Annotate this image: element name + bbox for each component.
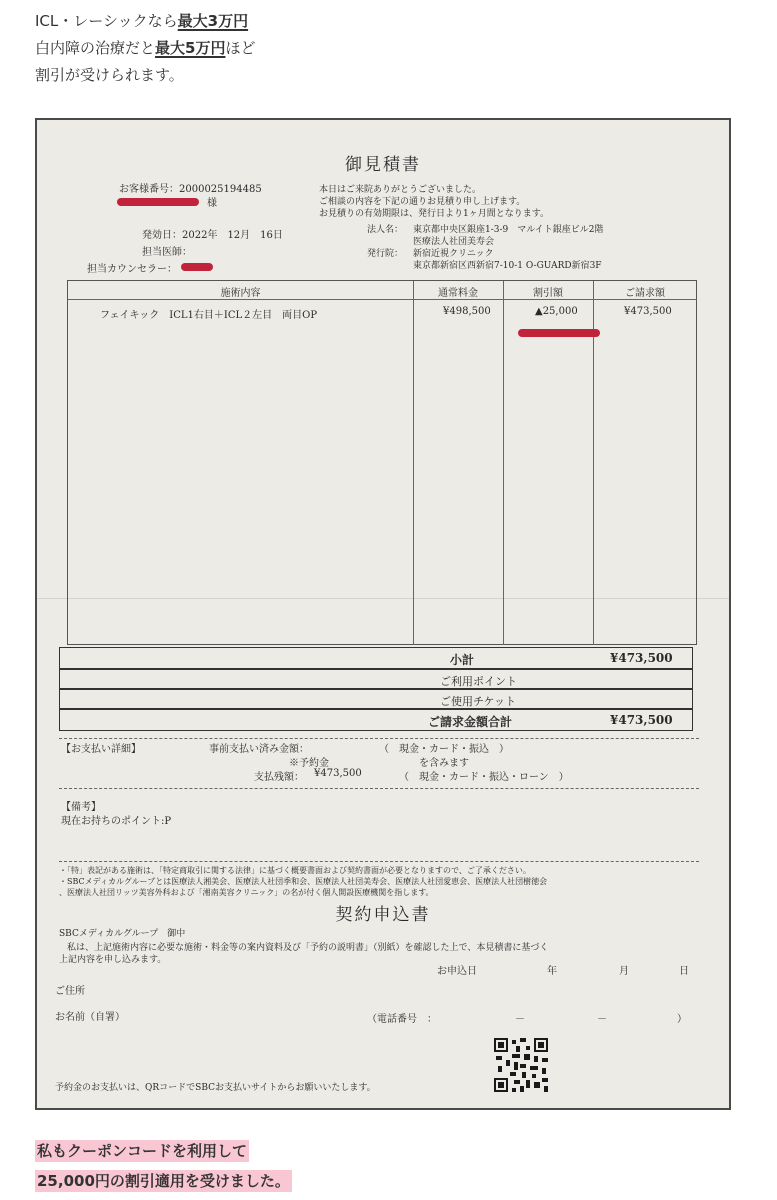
- clinic-name: 新宿近視クリニック: [413, 249, 494, 259]
- sama-label: 様: [207, 198, 217, 209]
- contract-text-2: 上記内容を申し込みます。: [59, 955, 167, 965]
- apply-day: 日: [679, 966, 689, 977]
- intro-line-3: 割引が受けられます。: [35, 66, 184, 84]
- prepaid-methods: （ 現金・カード・振込 ）: [379, 744, 509, 755]
- corp-name: 医療法人社団美寿会: [413, 237, 495, 247]
- caption-line-1: 私もクーポンコードを利用して: [37, 1142, 248, 1160]
- pay-divider-bottom: [59, 788, 699, 789]
- qr-code-icon: [492, 1036, 550, 1094]
- counselor-label: 担当カウンセラー：: [87, 264, 177, 275]
- header-discount: 割引額: [533, 288, 563, 299]
- ticket-label: ご使用チケット: [440, 695, 517, 708]
- corp-label: 法人名：: [367, 225, 404, 235]
- intro-line-1: ICL・レーシックなら最大3万円: [35, 12, 249, 30]
- phone-dash-2: －: [597, 1014, 607, 1025]
- subtotal-box: [59, 647, 693, 669]
- row-treatment: フェイキック ICL1右目＋ICL２左目 両目OP: [100, 310, 318, 321]
- greeting-3: お見積りの有効期限は、発行日より1ヶ月間となります。: [319, 209, 550, 219]
- contract-title: 契約申込書: [335, 905, 431, 925]
- subtotal-label: 小計: [450, 653, 475, 667]
- greeting-2: ご相談の内容を下記の通りお見積り申し上げます。: [319, 197, 526, 207]
- greeting-1: 本日はご来院ありがとうございました。: [319, 185, 482, 195]
- pay-divider-top: [59, 738, 699, 739]
- cataract-discount-highlight: 最大5万円: [155, 39, 226, 57]
- phone-label: （電話番号 ：: [367, 1014, 437, 1025]
- header-treatment: 施術内容: [220, 288, 261, 299]
- points-box: [59, 669, 693, 689]
- pay-detail-label: 【お支払い詳細】: [61, 744, 141, 755]
- points-label: ご利用ポイント: [440, 675, 517, 688]
- balance-methods: （ 現金・カード・振込・ローン ）: [399, 772, 569, 783]
- footnote-1: ・「特」表記がある施術は、「特定商取引に関する法律」に基づく概要書面および契約書面が必要となりますので、ご了承ください。: [59, 866, 531, 875]
- reserve-suffix: を含みます: [419, 758, 469, 769]
- grand-total-box: [59, 709, 693, 731]
- table-col-divider: [503, 281, 504, 645]
- estimate-photo: [35, 118, 731, 1110]
- balance-value: ¥473,500: [314, 768, 362, 779]
- balance-label: 支払残額：: [254, 772, 304, 783]
- intro-text: [35, 8, 255, 89]
- phone-dash-1: －: [515, 1014, 525, 1025]
- footnote-3: 、医療法人社団リッツ美容外科および「湘南美容クリニック」の名が付く個人開設医療機関を指します。: [59, 888, 434, 897]
- phone-close: ）: [677, 1014, 687, 1025]
- ticket-box: [59, 689, 693, 709]
- header-billed: ご請求額: [625, 288, 665, 299]
- row-billed: ¥473,500: [624, 306, 672, 317]
- contract-to: SBCメディカルグループ 御中: [59, 929, 186, 939]
- intro-line-2: 白内障の治療だと最大5万円ほど: [35, 39, 256, 57]
- estimate-paper: [37, 120, 729, 1108]
- name-label: お名前（自署）: [55, 1012, 125, 1023]
- issue-date: 発効日：2022年 12月 16日: [142, 230, 283, 241]
- contract-text-1: 私は、上記施術内容に必要な施術・料金等の案内資料及び「予約の説明書」（別紙）を確認した上で、本見積書に基づく: [67, 943, 549, 953]
- subtotal-value: ¥473,500: [610, 651, 673, 665]
- discount-underline-mark: [518, 329, 600, 337]
- prepaid-label: 事前支払い済み金額：: [209, 744, 309, 755]
- estimate-title: 御見積書: [345, 155, 421, 175]
- header-regular-price: 通常料金: [438, 288, 478, 299]
- caption-line-2: 25,000円の割引適用を受けました。: [37, 1172, 290, 1190]
- clinic-label: 発行院：: [367, 249, 404, 259]
- qr-note: 予約金のお支払いは、QRコードでSBCお支払いサイトからお願いいたします。: [55, 1083, 376, 1093]
- table-header-divider: [68, 299, 697, 300]
- apply-date-label: お申込日: [437, 966, 477, 977]
- reserve-label: ※予約金: [289, 758, 329, 769]
- row-regular-price: ¥498,500: [443, 306, 491, 317]
- customer-number: お客様番号：2000025194485: [119, 184, 262, 195]
- row-discount: ▲25,000: [535, 306, 578, 317]
- payment-details: [59, 740, 699, 790]
- clinic-address: 東京都新宿区西新宿7-10-1 O-GUARD新宿3F: [413, 261, 602, 271]
- address-label: ご住所: [55, 986, 85, 997]
- remarks-box: [59, 792, 699, 862]
- footnote-2: ・SBCメディカルグループとは医療法人湘美会、医療法人社団季和会、医療法人社団美寿会、医療法人社団愛恵会、医療法人社団樹徳会: [59, 877, 548, 886]
- doctor-label: 担当医師：: [142, 247, 192, 258]
- icl-discount-highlight: 最大3万円: [177, 12, 249, 30]
- apply-year: 年: [547, 966, 557, 977]
- grand-total-value: ¥473,500: [610, 713, 673, 727]
- apply-month: 月: [619, 966, 629, 977]
- corp-address: 東京都中央区銀座1-3-9 マルイト銀座ビル2階: [413, 225, 604, 235]
- remarks-text: 現在お持ちのポイント:P: [61, 816, 172, 827]
- grand-total-label: ご請求金額合計: [428, 715, 513, 729]
- estimate-table: [67, 280, 697, 645]
- redacted-name: [117, 198, 199, 206]
- remarks-label: 【備考】: [61, 802, 101, 813]
- redacted-counselor: [181, 263, 213, 271]
- table-col-divider: [413, 281, 414, 645]
